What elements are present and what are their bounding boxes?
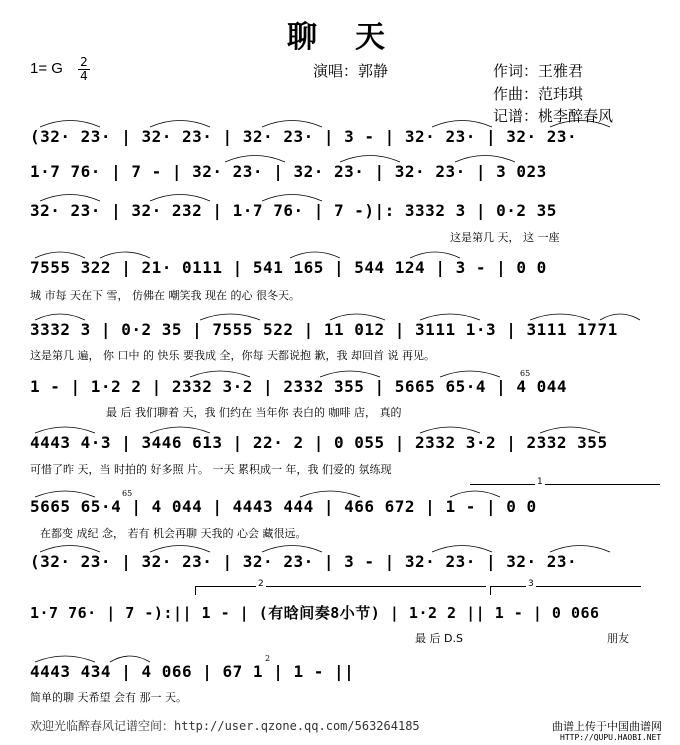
volta-bracket-3 [490,579,641,595]
volta-number-3: 3 [528,579,534,589]
volta-number-1: 1 [537,477,543,487]
grace-note-mark: 2 [265,654,271,663]
score-row-1: (32· 23· | 32· 23· | 32· 23· | 3 - | 32· 23· | 32· 23· [30,127,578,146]
score-row-2: 1·7 76· | 7 - | 32· 23· | 32· 23· | 32· 23· | 3 023 [30,162,547,181]
composer-credit: 作曲：范玮琪 [493,85,584,103]
score-row-3: 32· 23· | 32· 232 | 1·7 76· | 7 -)|: 3332 3 | 0·2 35 [30,201,557,220]
score-row-10: 1·7 76· | 7 -):|| 1 - | (有晗间奏8小节) | 1·2 2 || 1 - | 0 066 [30,604,600,622]
volta-bracket-2 [195,579,486,595]
volta-number-2: 2 [258,579,264,589]
time-signature-bottom: 4 [80,69,88,83]
volta-bracket-1 [470,477,660,493]
score-row-4: 7555 322 | 21· 0111 | 541 165 | 544 124 | 3 - | 0 0 [30,258,547,277]
lyric-line-7: 最 后 D.S [415,632,463,645]
transcriber-credit: 记谱：桃李醉春风 [493,107,614,125]
time-signature [78,57,90,82]
score-row-6: 1 - | 1·2 2 | 2332 3·2 | 2332 355 | 5665 65·4 | 4 044 [30,377,568,396]
lyric-line-5: 可惜了昨 天，当 时拍的 好多照 片。 一天 累积成一 年，我 们爱的 氛练现 [30,463,392,476]
lyric-line-1: 这是第几 天， 这 一座 [450,231,560,244]
score-row-5: 3332 3 | 0·2 35 | 7555 522 | 11 012 | 3111 1·3 | 3111 1771 [30,320,618,339]
singer-credit: 演唱：郭静 [313,62,389,80]
song-title: 聊天 [287,20,423,55]
lyric-line-8: 朋友 [607,632,629,645]
lyric-line-9: 简单的聊 天希望 会有 那一 天。 [30,691,187,704]
lyricist-credit: 作词：王雅君 [493,62,584,80]
lyric-line-2: 城 市每 天在下 雪， 仿佛在 嘲笑我 现在 的心 很冬天。 [30,289,300,302]
site-credit: 曲谱上传于中国曲谱网 [552,720,662,733]
score-row-8: 5665 65·4 | 4 044 | 4443 444 | 466 672 | 1 - | 0 0 [30,497,537,516]
score-row-9: (32· 23· | 32· 23· | 32· 23· | 3 - | 32· 23· | 32· 23· [30,552,578,571]
score-row-11: 4443 434 | 4 066 | 67 1 | 1 - || [30,662,355,681]
grace-note-mark: 65 [122,489,133,498]
time-signature-top: 2 [80,55,88,69]
lyric-line-6: 在都变 成纪 念， 若有 机会再聊 天我的 心会 藏很远。 [40,527,307,540]
grace-note-mark: 65 [520,369,531,378]
lyric-line-3: 这是第几 遍， 你 口中 的 快乐 要我成 全，你每 天都说抱 歉，我 却回首 说 再见。 [30,349,435,362]
key-signature: 1= G [30,60,63,77]
score-row-7: 4443 4·3 | 3446 613 | 22· 2 | 0 055 | 2332 3·2 | 2332 355 [30,433,608,452]
footer-welcome: 欢迎光临醉春风记谱空间：http://user.qzone.qq.com/563264185 [30,719,420,733]
site-url: HTTP://QUPU.HAOBI.NET [560,733,662,742]
lyric-line-4: 最 后 我们聊着 天，我 们约在 当年你 表白的 咖啡 店， 真的 [106,406,402,419]
